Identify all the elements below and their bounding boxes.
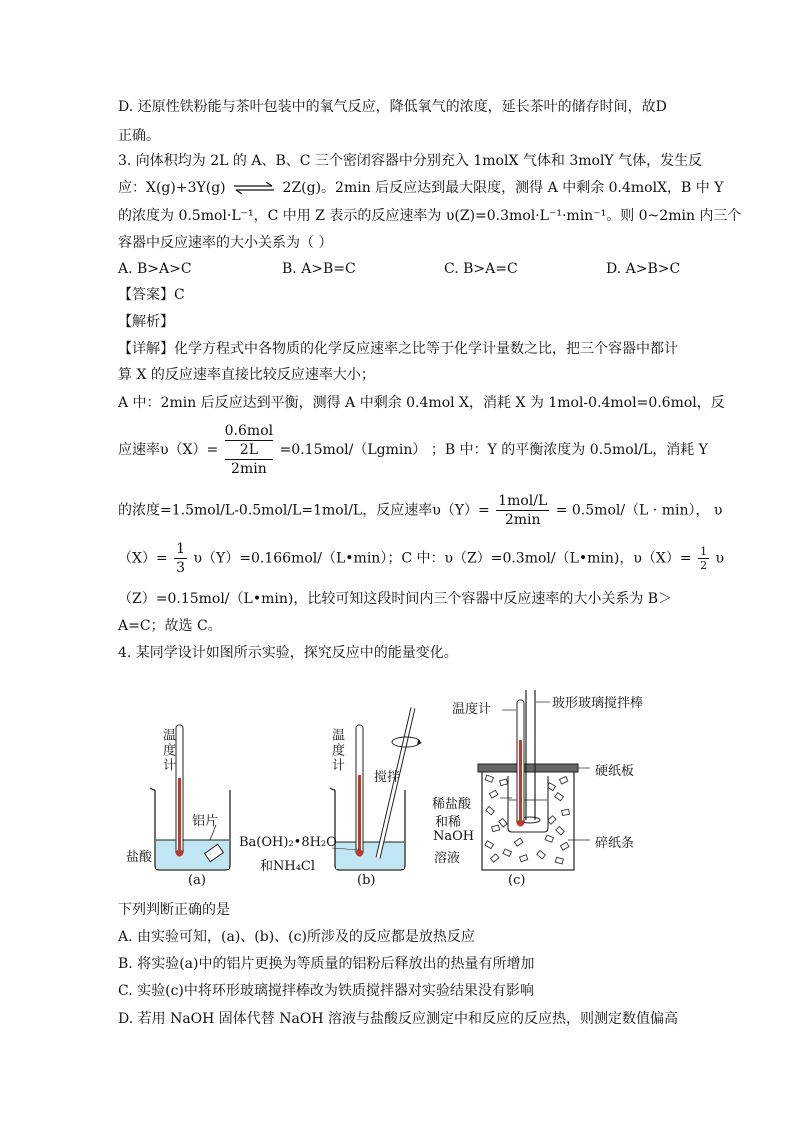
rate-y-value: = 0.5mol/（L · min）， υ — [555, 502, 723, 519]
acid-label: 盐酸 — [126, 850, 153, 865]
detail-b-start: ；B 中：Y 的平衡浓度为 0.5mol/L，消耗 Y — [430, 442, 708, 458]
q3-option-d: D. A>B>C — [606, 261, 681, 277]
equation-right: 2Z(g)。2min 后反应达到最大限度，测得 A 中剩余 0.4molX，B 中 Y — [282, 180, 724, 196]
solution-label-4: 溶液 — [434, 851, 461, 866]
thermometer-label-c: 温度计 — [452, 702, 492, 717]
detail-line5 — [118, 492, 722, 529]
fraction-numerator: 0.6mol — [224, 423, 274, 439]
apparatus-diagram — [120, 680, 680, 890]
detail-line7: （Z）=0.15mol/（L•min)，比较可知这段时间内三个容器中反应速率的大小关系为 B＞ — [118, 591, 673, 607]
fraction-one-third — [174, 540, 187, 577]
q3-line4: 容器中反应速率的大小关系为（ ） — [118, 235, 333, 251]
rate-x-value: =0.15mol/（Lgmin） — [279, 442, 427, 458]
fraction-denominator: 2min — [231, 461, 267, 477]
fraction-numerator: 1 — [176, 541, 186, 557]
q4-option-b: B. 将实验(a)中的铝片更换为等质量的铝粉后释放出的热量有所增加 — [118, 956, 535, 972]
q4-option-d: D. 若用 NaOH 固体代替 NaOH 溶液与盐酸反应测定中和反应的反应热，则测定数值偏高 — [118, 1011, 678, 1027]
foil-label: 铝片 — [192, 814, 219, 829]
q4-option-a: A. 由实验可知，(a)、(b)、(c)所涉及的反应都是放热反应 — [118, 929, 475, 945]
fraction-denominator: 2 — [700, 559, 708, 572]
detail-line4 — [118, 422, 708, 478]
detail-line2: 算 X 的反应速率直接比较反应速率大小； — [118, 367, 375, 383]
analysis-heading: 【解析】 — [118, 314, 174, 330]
fraction-one-half — [698, 545, 709, 572]
caption-c: (c) — [508, 873, 526, 888]
caption-b: (b) — [357, 873, 376, 888]
calorimeter-c — [478, 690, 590, 870]
rate-y-label: 的浓度=1.5mol/L-0.5mol/L=1mol/L，反应速率υ（Y）= — [118, 502, 490, 519]
caption-a: (a) — [188, 873, 206, 888]
detail-line3: A 中：2min 后反应达到平衡，测得 A 中剩余 0.4mol X，消耗 X 为 1mol-0.4mol=0.6mol，反 — [118, 395, 725, 411]
fraction-numerator: 1 — [700, 545, 708, 558]
stir-rod-label: 玻形玻璃搅拌棒 — [552, 696, 644, 711]
rate-x-b-label: （X）= — [118, 550, 168, 567]
solution-label-1: 稀盐酸 — [432, 797, 472, 812]
detail-line6 — [118, 540, 724, 577]
text-line: 正确。 — [118, 128, 160, 144]
q3-option-b: B. A>B=C — [282, 261, 356, 277]
q4-prompt: 下列判断正确的是 — [118, 902, 230, 918]
fraction-denominator: 2min — [504, 512, 541, 528]
reversible-arrow-icon — [232, 182, 276, 194]
solution-label-2: 和稀 — [435, 815, 462, 830]
q3-option-c: C. B>A=C — [444, 261, 518, 277]
text-line: D. 还原性铁粉能与茶叶包装中的氧气反应，降低氧气的浓度，延长茶叶的储存时间，故D — [118, 99, 667, 115]
q4-stem: 4. 某同学设计如图所示实验，探究反应中的能量变化。 — [118, 645, 458, 661]
fraction-denominator: 3 — [176, 560, 186, 576]
q3-line2 — [118, 178, 723, 198]
board-label: 硬纸板 — [595, 764, 635, 779]
fraction-rate-x — [225, 422, 273, 478]
q3-line1: 3. 向体积均为 2L 的 A、B、C 三个密闭容器中分别充入 1molX 气体和 3molY 气体，发生反 — [118, 153, 703, 169]
stir-label: 搅拌 — [374, 770, 401, 785]
rate-symbol: υ — [715, 550, 725, 567]
fraction-rate-y — [496, 492, 549, 529]
q3-line3: 的浓度为 0.5mol·L⁻¹，C 中用 Z 表示的反应速率为 υ(Z)=0.3mol·L⁻¹·min⁻¹。则 0~2min 内三个 — [118, 208, 742, 224]
q3-option-a: A. B>A>C — [118, 261, 192, 277]
reagent-label-1: Ba(OH)₂•8H₂O — [239, 835, 337, 850]
detail-line8: A=C；故选 C。 — [118, 618, 222, 634]
thermometer-label-a: 温度计 — [160, 728, 175, 773]
detail-line1: 【详解】化学方程式中各物质的化学反应速率之比等于化学计量数之比，把三个容器中都计 — [118, 341, 678, 357]
solution-label-3: NaOH — [433, 829, 475, 844]
reagent-label-2: 和NH₄Cl — [260, 859, 316, 874]
answer: 【答案】C — [118, 287, 185, 303]
fraction-numerator: 1mol/L — [498, 493, 548, 509]
paper-label: 碎纸条 — [595, 836, 635, 851]
rate-calc-text: υ（Y）=0.166mol/（L•min）；C 中：υ（Z）=0.3mol/（L•min)，υ（X）= — [193, 550, 692, 567]
thermometer-label-b: 温度计 — [329, 728, 344, 773]
rate-x-label: 应速率υ（X）= — [118, 442, 219, 458]
q4-option-c: C. 实验(c)中将环形玻璃搅拌棒改为铁质搅拌器对实验结果没有影响 — [118, 983, 534, 999]
fraction-middle: 2L — [225, 441, 273, 460]
equation-left: 应：X(g)+3Y(g) — [118, 180, 226, 196]
